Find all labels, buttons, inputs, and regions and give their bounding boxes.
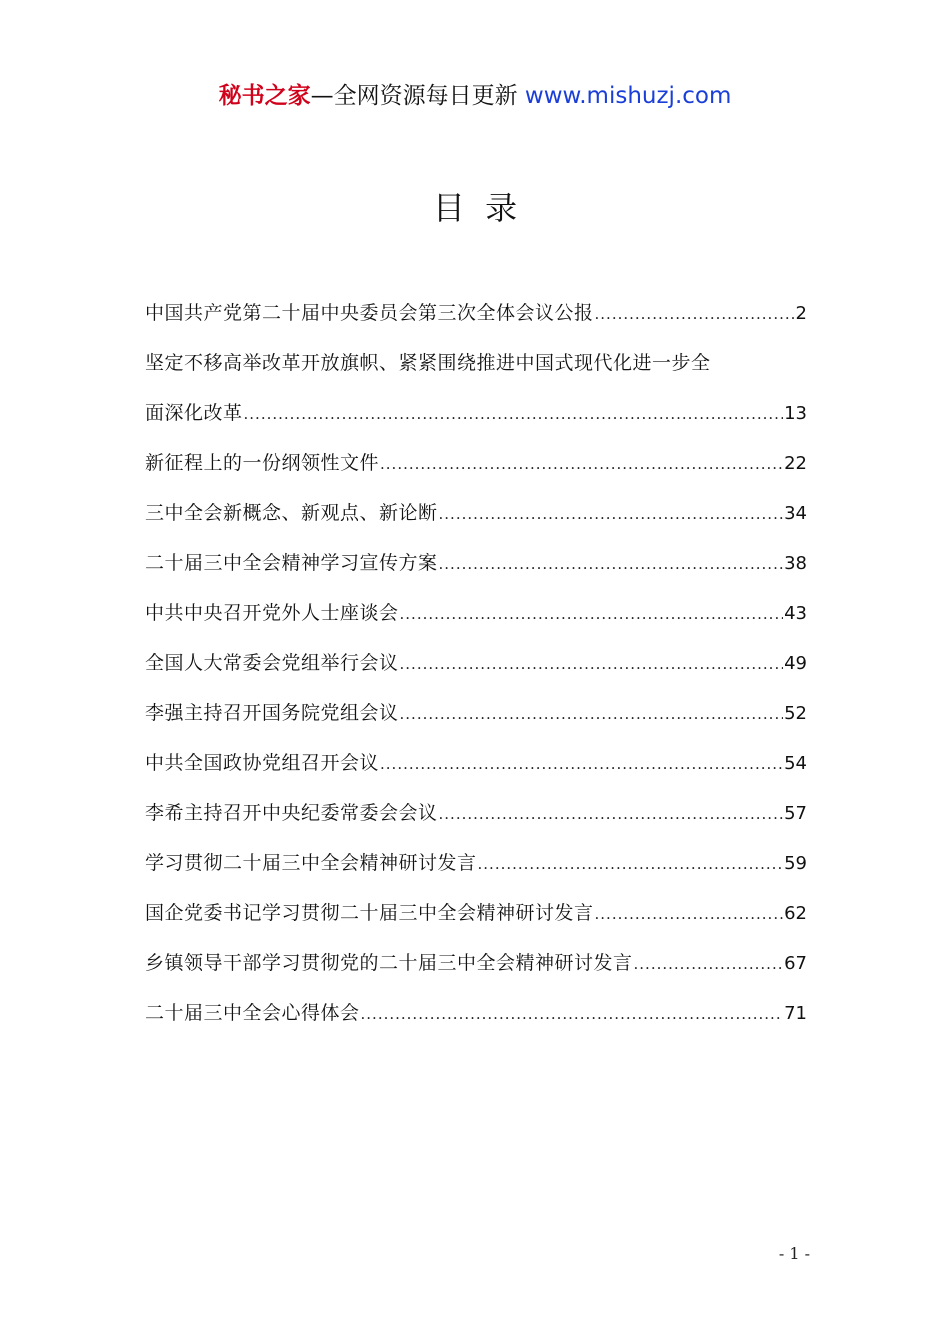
toc-entry[interactable]: [145, 838, 807, 888]
toc-entry-text: 国企党委书记学习贯彻二十届三中全会精神研讨发言: [145, 902, 594, 924]
table-of-contents: [145, 288, 807, 1038]
toc-dot-leader: [634, 939, 784, 988]
toc-entry[interactable]: [145, 588, 807, 638]
toc-entry-text: 中国共产党第二十届中央委员会第三次全体会议公报: [145, 302, 594, 324]
toc-entry-page: 59: [784, 853, 807, 874]
toc-dot-leader: [400, 689, 784, 738]
site-tagline: —全网资源每日更新: [310, 83, 525, 109]
page-number: - 1 -: [778, 1244, 810, 1263]
toc-entry[interactable]: [145, 988, 807, 1038]
site-url-link[interactable]: www.mishuzj.com: [524, 83, 732, 109]
toc-entry-text: 中共全国政协党组召开会议: [145, 752, 380, 774]
toc-entry-text-line1: 坚定不移高举改革开放旗帜、紧紧围绕推进中国式现代化进一步全: [145, 352, 711, 374]
toc-entry-page: 71: [784, 1003, 807, 1024]
toc-entry-page: 49: [784, 653, 807, 674]
toc-entry[interactable]: [145, 888, 807, 938]
toc-dot-leader: [439, 489, 784, 538]
site-banner: [0, 80, 950, 112]
toc-entry[interactable]: [145, 288, 807, 338]
toc-entry-page: 22: [784, 453, 807, 474]
toc-entry[interactable]: [145, 638, 807, 688]
toc-entry-text: 中共中央召开党外人士座谈会: [145, 602, 399, 624]
toc-dot-leader: [244, 389, 784, 438]
toc-dot-leader: [400, 639, 784, 688]
toc-entry-text: 乡镇领导干部学习贯彻党的二十届三中全会精神研讨发言: [145, 952, 633, 974]
toc-dot-leader: [380, 439, 783, 488]
toc-dot-leader: [380, 739, 783, 788]
toc-entry-text: 学习贯彻二十届三中全会精神研讨发言: [145, 852, 477, 874]
toc-dot-leader: [439, 789, 784, 838]
toc-entry-page: 38: [784, 553, 807, 574]
toc-entry-page: 43: [784, 603, 807, 624]
toc-entry-text: 三中全会新概念、新观点、新论断: [145, 502, 438, 524]
toc-entry-text: 面深化改革: [145, 402, 243, 424]
toc-entry[interactable]: [145, 488, 807, 538]
toc-entry-page: 54: [784, 753, 807, 774]
toc-dot-leader: [478, 839, 784, 888]
toc-entry-page: 67: [784, 953, 807, 974]
toc-entry[interactable]: [145, 338, 807, 438]
toc-entry-text: 二十届三中全会精神学习宣传方案: [145, 552, 438, 574]
toc-dot-leader: [595, 289, 795, 338]
toc-title: 目 录: [432, 189, 518, 227]
toc-entry-page: 2: [795, 303, 807, 324]
toc-dot-leader: [439, 539, 784, 588]
toc-entry-page: 57: [784, 803, 807, 824]
toc-entry-page: 13: [784, 403, 807, 424]
toc-entry-text: 新征程上的一份纲领性文件: [145, 452, 380, 474]
toc-entry[interactable]: [145, 788, 807, 838]
toc-dot-leader: [400, 589, 784, 638]
toc-entry-text: 全国人大常委会党组举行会议: [145, 652, 399, 674]
toc-dot-leader: [361, 989, 784, 1038]
toc-entry[interactable]: [145, 938, 807, 988]
toc-entry-text: 李强主持召开国务院党组会议: [145, 702, 399, 724]
toc-entry-text: 二十届三中全会心得体会: [145, 1002, 360, 1024]
toc-entry[interactable]: [145, 438, 807, 488]
toc-entry-page: 62: [784, 903, 807, 924]
toc-entry-page: 52: [784, 703, 807, 724]
site-brand: 秘书之家: [218, 83, 311, 109]
toc-dot-leader: [595, 889, 784, 938]
toc-entry-page: 34: [784, 503, 807, 524]
toc-entry[interactable]: [145, 738, 807, 788]
toc-entry[interactable]: [145, 538, 807, 588]
toc-entry-text: 李希主持召开中央纪委常委会会议: [145, 802, 438, 824]
toc-entry[interactable]: [145, 688, 807, 738]
